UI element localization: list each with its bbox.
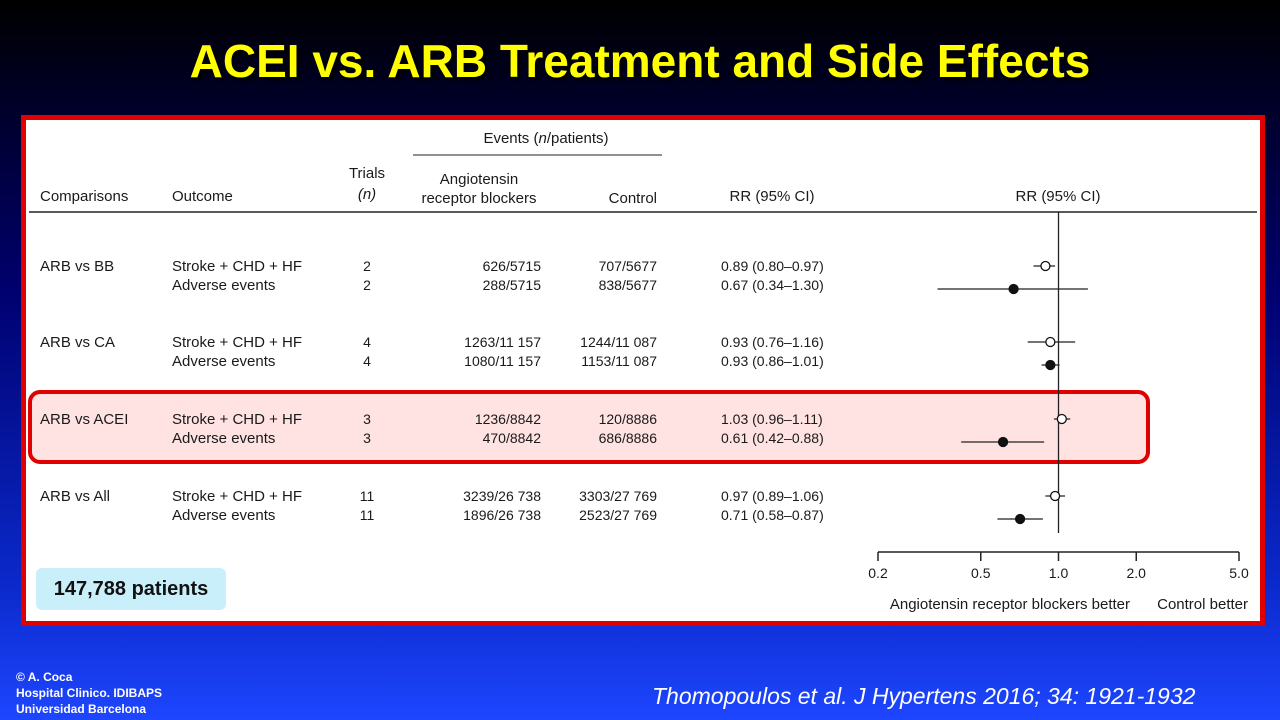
trials-value: 3 — [363, 430, 371, 446]
comparison-label: ARB vs CA — [40, 334, 116, 351]
header-comparisons: Comparisons — [40, 188, 129, 205]
arb-events: 3239/26 738 — [463, 488, 541, 504]
rr-point-open — [1046, 338, 1055, 347]
outcome-label: Stroke + CHD + HF — [172, 411, 303, 428]
control-events: 2523/27 769 — [579, 507, 657, 523]
trials-value: 3 — [363, 411, 371, 427]
trials-value: 11 — [359, 507, 375, 523]
trials-value: 4 — [363, 334, 371, 350]
rr-point-open — [1051, 492, 1060, 501]
rr-text: 0.71 (0.58–0.87) — [721, 507, 824, 523]
header-arb: Angiotensin — [439, 171, 519, 188]
control-events: 707/5677 — [598, 258, 657, 274]
arb-events: 470/8842 — [482, 430, 541, 446]
trials-value: 2 — [363, 258, 371, 274]
arb-events: 1236/8842 — [474, 411, 541, 427]
arb-events: 1896/26 738 — [463, 507, 541, 523]
rr-text: 0.93 (0.76–1.16) — [721, 334, 824, 350]
rr-text: 0.67 (0.34–1.30) — [721, 277, 824, 293]
comparison-label: ARB vs ACEI — [40, 411, 129, 428]
control-events: 120/8886 — [598, 411, 657, 427]
outcome-label: Adverse events — [172, 430, 276, 447]
rr-text: 0.93 (0.86–1.01) — [721, 353, 824, 369]
control-events: 1153/11 087 — [581, 353, 657, 369]
trials-value: 2 — [363, 277, 371, 293]
trials-value: 11 — [359, 488, 375, 504]
outcome-label: Adverse events — [172, 353, 276, 370]
credit-author: © A. Coca — [16, 670, 73, 684]
header-trials: Trials — [348, 165, 386, 182]
rr-point-filled — [1009, 285, 1018, 294]
arb-events: 1263/11 157 — [464, 334, 541, 350]
comparison-label: ARB vs BB — [40, 258, 115, 275]
x-tick-label: 0.5 — [971, 565, 991, 581]
arb-events: 288/5715 — [482, 277, 541, 293]
credit-hospital: Hospital Clinico. IDIBAPS — [16, 686, 163, 700]
outcome-label: Adverse events — [172, 507, 276, 524]
slide-title: ACEI vs. ARB Treatment and Side Effects — [189, 35, 1091, 87]
rr-point-open — [1041, 262, 1050, 271]
x-tick-label: 2.0 — [1126, 565, 1146, 581]
header-events-group: Events (n/patients) — [483, 130, 609, 147]
outcome-label: Adverse events — [172, 277, 276, 294]
control-events: 838/5677 — [598, 277, 657, 293]
outcome-label: Stroke + CHD + HF — [172, 488, 303, 505]
trials-value: 4 — [363, 353, 371, 369]
rr-point-filled — [999, 438, 1008, 447]
rr-point-filled — [1016, 515, 1025, 524]
comparison-label: ARB vs All — [40, 488, 111, 505]
header-rr-text: RR (95% CI) — [729, 188, 815, 205]
x-tick-label: 1.0 — [1048, 565, 1069, 581]
x-label-left: Angiotensin receptor blockers better — [889, 596, 1130, 613]
x-tick-label: 0.2 — [868, 565, 888, 581]
rr-text: 0.97 (0.89–1.06) — [721, 488, 824, 504]
control-events: 1244/11 087 — [580, 334, 657, 350]
control-events: 3303/27 769 — [579, 488, 657, 504]
header-rr-plot: RR (95% CI) — [1015, 188, 1101, 205]
arb-events: 626/5715 — [482, 258, 541, 274]
header-outcome: Outcome — [172, 188, 233, 205]
header-control: Control — [608, 190, 657, 207]
header-arb-2: receptor blockers — [421, 190, 537, 207]
x-tick-label: 5.0 — [1229, 565, 1249, 581]
outcome-label: Stroke + CHD + HF — [172, 258, 303, 275]
credit-university: Universidad Barcelona — [16, 702, 147, 716]
arb-events: 1080/11 157 — [464, 353, 541, 369]
rr-point-filled — [1046, 361, 1055, 370]
outcome-label: Stroke + CHD + HF — [172, 334, 303, 351]
rr-text: 0.89 (0.80–0.97) — [721, 258, 824, 274]
rr-text: 0.61 (0.42–0.88) — [721, 430, 824, 446]
x-label-right: Control better — [1157, 596, 1248, 613]
rr-point-open — [1057, 415, 1066, 424]
rr-text: 1.03 (0.96–1.11) — [721, 411, 823, 427]
control-events: 686/8886 — [598, 430, 657, 446]
patients-badge: 147,788 patients — [36, 568, 226, 610]
header-trials-n: (n) — [357, 186, 377, 203]
citation: Thomopoulos et al. J Hypertens 2016; 34: 1921-1932 — [652, 683, 1196, 709]
